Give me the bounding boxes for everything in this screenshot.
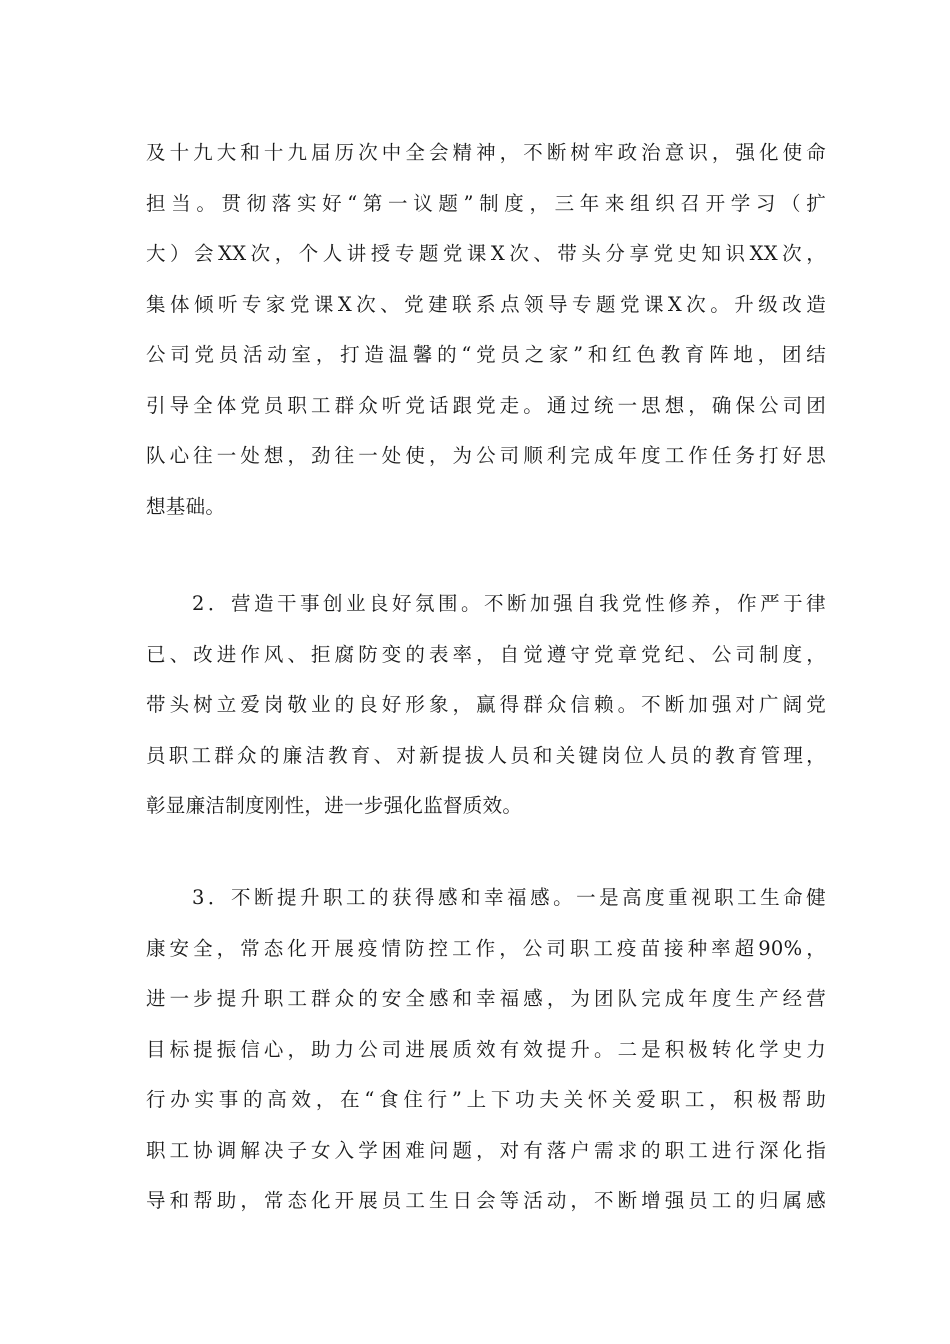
paragraph-2 bbox=[146, 579, 826, 832]
text-line: 导和帮助，常态化开展员工生日会等活动，不断增强员工的归属感 bbox=[146, 1189, 826, 1212]
text-line: 进一步提升职工群众的安全感和幸福感，为团队完成年度生产经营 bbox=[146, 987, 826, 1010]
text-line: 行办实事的高效，在“食住行”上下功夫关怀关爱职工，积极帮助 bbox=[146, 1088, 826, 1111]
text-line: 队心往一处想，劲往一处使，为公司顺利完成年度工作任务打好思 bbox=[146, 444, 826, 467]
text-line: 集体倾听专家党课X次、党建联系点领导专题党课X次。升级改造 bbox=[146, 292, 826, 316]
paragraph-3 bbox=[146, 873, 826, 1227]
text-line: 及十九大和十九届历次中全会精神，不断树牢政治意识，强化使命 bbox=[146, 141, 826, 164]
text-line: 大）会XX次，个人讲授专题党课X次、带头分享党史知识XX次， bbox=[146, 242, 826, 265]
text-line: 职工协调解决子女入学困难问题，对有落户需求的职工进行深化指 bbox=[146, 1138, 826, 1162]
text-line: 已、改进作风、拒腐防变的表率，自觉遵守党章党纪、公司制度， bbox=[146, 642, 826, 666]
text-line: 目标提振信心，助力公司进展质效有效提升。二是积极转化学史力 bbox=[146, 1037, 826, 1061]
text-line: 员职工群众的廉洁教育、对新提拔人员和关键岗位人员的教育管理， bbox=[146, 743, 826, 767]
text-line: 3．不断提升职工的获得感和幸福感。一是高度重视职工生命健 bbox=[146, 886, 826, 909]
text-line: 2．营造干事创业良好氛围。不断加强自我党性修养，作严于律 bbox=[146, 592, 826, 615]
text-line: 带头树立爱岗敬业的良好形象，赢得群众信赖。不断加强对广阔党 bbox=[146, 693, 826, 716]
text-line: 担当。贯彻落实好“第一议题”制度，三年来组织召开学习（扩 bbox=[146, 191, 826, 215]
text-line: 引导全体党员职工群众听党话跟党走。通过统一思想，确保公司团 bbox=[146, 393, 826, 417]
text-line: 彰显廉洁制度刚性，进一步强化监督质效。 bbox=[146, 794, 523, 817]
text-line: 康安全，常态化开展疫情防控工作，公司职工疫苗接种率超90%， bbox=[146, 936, 826, 960]
text-line: 公司党员活动室，打造温馨的“党员之家”和红色教育阵地，团结 bbox=[146, 343, 826, 366]
text-line: 想基础。 bbox=[146, 494, 226, 518]
paragraph-1 bbox=[146, 128, 826, 532]
